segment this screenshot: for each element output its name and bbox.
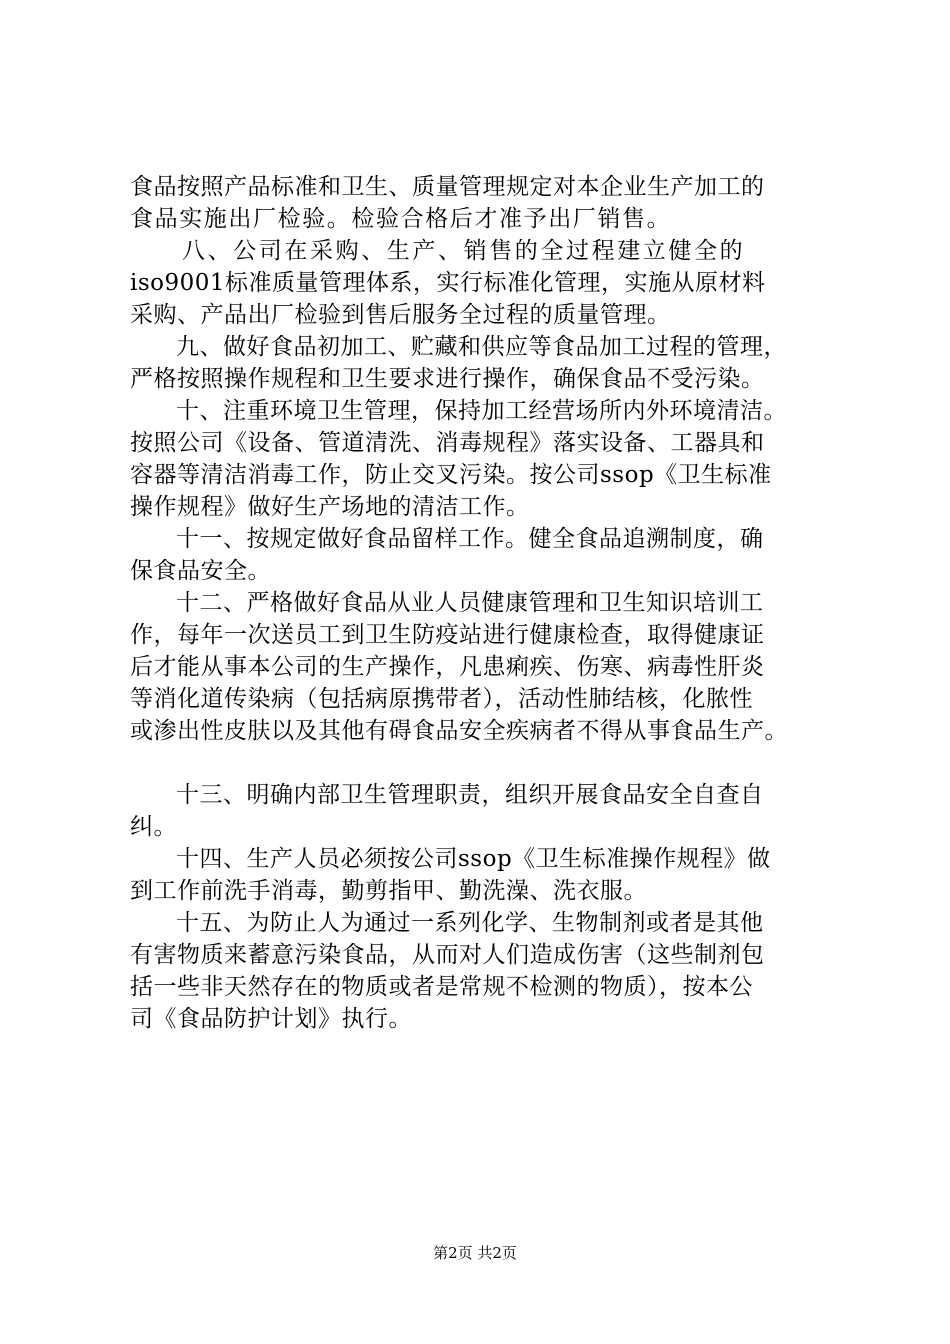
text-line: 按照公司《设备、管道清洗、消毒规程》落实设备、工器具和 [130,430,765,456]
text-line: 保食品安全。 [130,558,271,584]
text-line: iso9001标准质量管理体系，实行标准化管理，实施从原材料 [130,270,766,296]
text-line: 作，每年一次送员工到卫生防疫站进行健康检查，取得健康证 [130,622,765,648]
text-line: 纠。 [130,814,177,840]
text-line: 到工作前洗手消毒，勤剪指甲、勤洗澡、洗衣服。 [130,878,647,904]
text-line: 食品按照产品标准和卫生、质量管理规定对本企业生产加工的 [130,174,765,200]
text-line: 有害物质来蓄意污染食品，从而对人们造成伤害（这些制剂包 [130,942,765,968]
text-line: 食品实施出厂检验。检验合格后才准予出厂销售。 [130,206,672,232]
text-line: 操作规程》做好生产场地的清洁工作。 [130,494,530,520]
text-line: 十三、明确内部卫生管理职责，组织开展食品安全自查自 [176,782,764,808]
text-line: 十一、按规定做好食品留样工作。健全食品追溯制度，确 [176,526,764,552]
text-line: 后才能从事本公司的生产操作，凡患痢疾、伤寒、病毒性肝炎 [130,654,765,680]
text-line: 十、注重环境卫生管理，保持加工经营场所内外环境清洁。 [176,398,787,424]
text-line: 八、公司在采购、生产、销售的全过程建立健全的 [182,238,746,264]
page-footer: 第2页 共2页 [433,1244,517,1262]
text-line: 容器等清洁消毒工作，防止交叉污染。按公司ssop《卫生标准 [130,462,772,488]
text-line: 十二、严格做好食品从业人员健康管理和卫生知识培训工 [176,590,764,616]
blank-line [130,747,830,779]
text-line: 司《食品防护计划》执行。 [130,1006,412,1032]
text-line: 或渗出性皮肤以及其他有碍食品安全疾病者不得从事食品生产。 [130,718,788,744]
text-line: 九、做好食品初加工、贮藏和供应等食品加工过程的管理， [176,334,787,360]
text-line: 采购、产品出厂检验到售后服务全过程的质量管理。 [130,302,671,328]
text-line: 严格按照操作规程和卫生要求进行操作，确保食品不受污染。 [130,366,765,392]
text-line: 十四、生产人员必须按公司ssop《卫生标准操作规程》做 [176,846,771,872]
text-line: 等消化道传染病（包括病原携带者），活动性肺结核，化脓性 [130,686,753,712]
text-line: 括一些非天然存在的物质或者是常规不检测的物质），按本公 [130,974,753,1000]
text-line: 十五、为防止人为通过一系列化学、生物制剂或者是其他 [176,910,764,936]
document-body [130,171,830,1035]
